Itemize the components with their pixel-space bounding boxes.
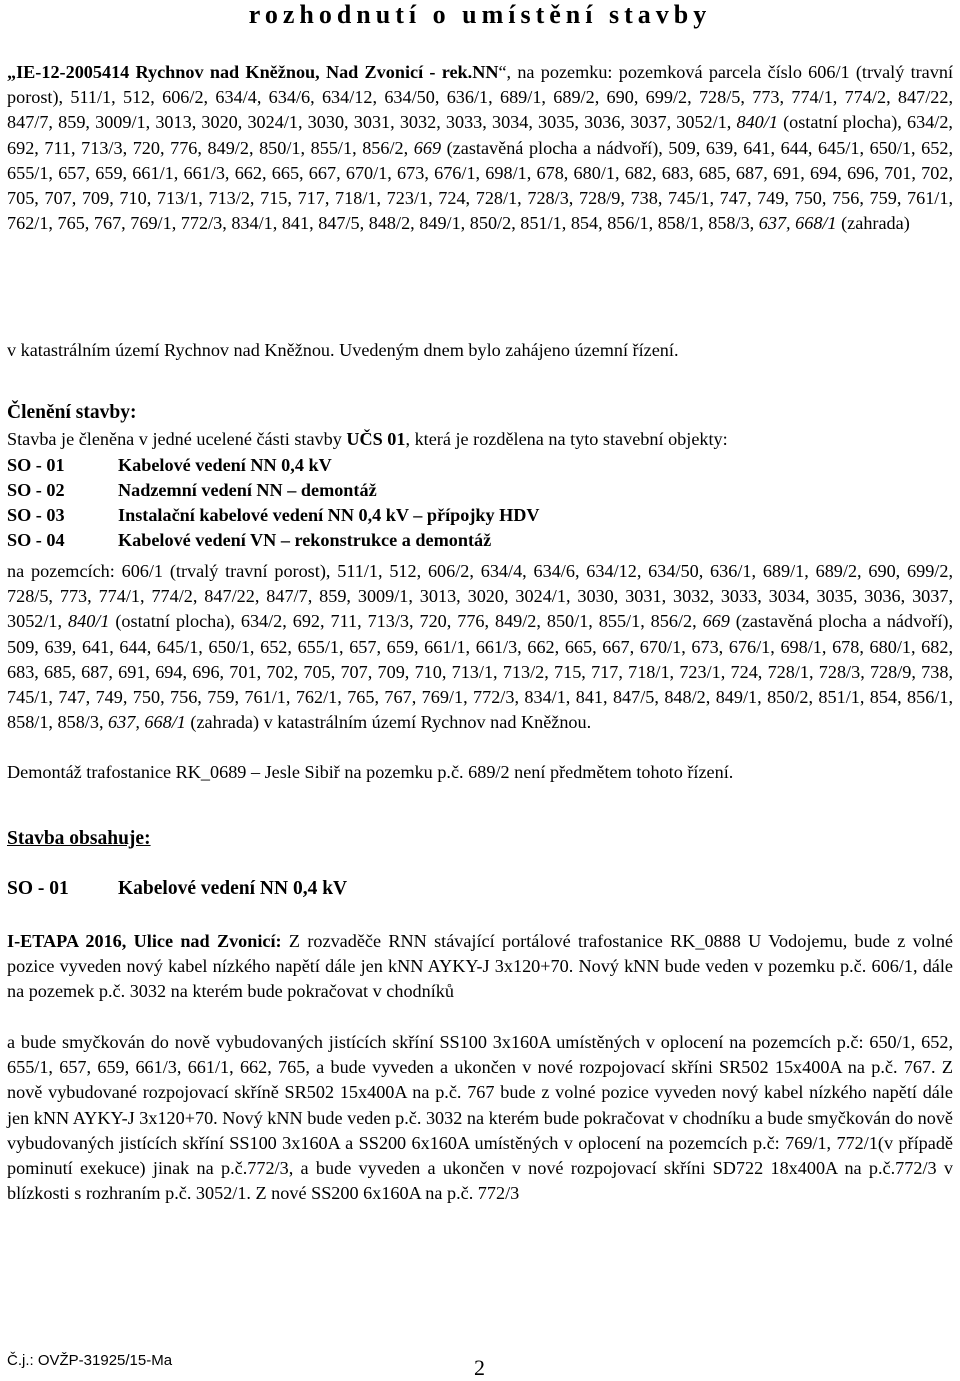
so-name: Kabelové vedení NN 0,4 kV — [118, 878, 348, 899]
so-code: SO - 04 — [7, 530, 65, 550]
pozemky-italic-3: 637, 668/1 — [108, 712, 186, 733]
intro-text-4: (zahrada) — [836, 213, 910, 234]
so-name: Instalační kabelové vedení NN 0,4 kV – přípojky HDV — [118, 505, 540, 525]
reference-number: Č.j.: OVŽP-31925/15-Ma — [7, 1352, 173, 1369]
page-number: 2 — [474, 1355, 485, 1380]
so-name: Nadzemní vedení NN – demontáž — [118, 480, 377, 500]
intro-text-3: (zastavěná plocha a nádvoří), 509, 639, 641, 644, 645/1, 650/1, 652, 655/1, 657, 659, 661/1, 661/3, 662, 665, 667, 670/1, 673, 676/1, 698/1, 678, 680/1, 682, 683, 685, 687, 691, 694, 696, 701, 702, 705, 707, 709, 710, 713/1, 713/2, 715, 717, 718/1, 723/1, 724, 728/1, 728/3, 728/9, 738, 745/1, 747, 749, 750, 756, 759, 761/1, 762/1, 765, 767, 769/1, 772/3, 834/1, 841, 847/5, 848/2, 849/1, 850/2, 851/1, 854, 856/1, 858/1, 858/3, — [7, 137, 953, 234]
so-code: SO - 03 — [7, 505, 65, 525]
intro-italic-1: 840/1 — [736, 112, 778, 133]
pozemky-italic-2: 669 — [702, 611, 730, 632]
so-row — [7, 453, 947, 478]
intro-italic-3: 637, 668/1 — [758, 213, 837, 234]
intro-text-1: “, na pozemku: pozemková parcela číslo 606/1 (trvalý travní porost), 511/1, 512, 606/2, 634/4, 634/6, 634/12, 634/50, 636/1, 689/1, 689/2, 690, 699/2, 728/5, 773, 774/1, 774/2, 847/22, 847/7, 859, 3009/1, 3013, 3020, 3024/1, 3030, 3031, 3032, 3033, 3034, 3035, 3036, 3037, 3052/1, — [7, 62, 953, 133]
so-01-heading — [7, 876, 947, 901]
so-code: SO - 02 — [7, 480, 65, 500]
so-name: Kabelové vedení VN – rekonstrukce a demontáž — [118, 530, 492, 550]
pozemky-italic-1: 840/1 — [68, 611, 110, 632]
intro-last-line: v katastrálním území Rychnov nad Kněžnou. Uvedeným dnem bylo zahájeno územní řízení. — [7, 340, 679, 360]
cleneni-lead-a: Stavba je členěna v jedné ucelené části stavby — [7, 429, 347, 449]
cleneni-lead-c: , která je rozdělena na tyto stavební objekty: — [405, 429, 728, 449]
pozemky-paragraph — [7, 559, 953, 735]
project-name: „IE-12-2005414 Rychnov nad Kněžnou, Nad Zvonicí - rek.NN — [7, 62, 499, 82]
cleneni-heading: Členění stavby: — [7, 402, 137, 423]
so-row — [7, 503, 947, 528]
intro-italic-2: 669 — [413, 137, 442, 158]
so-row — [7, 528, 947, 553]
pozemky-text-1: na pozemcích: 606/1 (trvalý travní porost), 511/1, 512, 606/2, 634/4, 634/6, 634/12, 634/50, 636/1, 689/1, 689/2, 690, 699/2, 728/5, 773, 774/1, 774/2, 847/22, 847/7, 859, 3009/1, 3013, 3020, 3024/1, 3030, 3031, 3032, 3033, 3034, 3035, 3036, 3037, 3052/1, — [7, 561, 953, 632]
demontaz-note: Demontáž trafostanice RK_0689 – Jesle Sibiř na pozemku p.č. 689/2 není předmětem tohoto řízení. — [7, 762, 734, 782]
etapa-paragraph — [7, 929, 953, 1005]
so-code: SO - 01 — [7, 878, 69, 899]
etapa-label: I-ETAPA 2016, — [7, 931, 127, 951]
pozemky-text-4: (zahrada) v katastrálním území Rychnov nad Kněžnou. — [185, 712, 592, 733]
page-title: rozhodnutí o umístění stavby — [248, 0, 712, 29]
pozemky-text-3: (zastavěná plocha a nádvoří), 509, 639, 641, 644, 645/1, 650/1, 652, 655/1, 657, 659, 661/1, 661/3, 662, 665, 667, 670/1, 673, 676/1, 698/1, 678, 680/1, 682, 683, 685, 687, 691, 694, 696, 701, 702, 705, 707, 709, 710, 713/1, 713/2, 715, 717, 718/1, 723/1, 724, 728/1, 728/3, 728/9, 738, 745/1, 747, 749, 750, 756, 759, 761/1, 762/1, 765, 767, 769/1, 772/3, 834/1, 841, 847/5, 848/2, 849/1, 850/2, 851/1, 854, 856/1, 858/1, 858/3, — [7, 611, 954, 733]
etapa-paragraph-2: a bude smyčkován do nově vybudovaných jistících skříní SS100 3x160A umístěných v oplocení na pozemcích p.č: 650/1, 652, 655/1, 657, 659, 661/3, 661/1, 662, 765, a bude vyveden a ukončen v nové rozpojovací skříni SR502 15x400A na p.č. 767. Z nově vybudované rozpojovací skříně SR502 15x400A na p.č. 767 bude z volné pozice vyveden nový kabel nízkého napětí dále jen kNN AYKY-J 3x120+70. Nový kNN bude veden p.č. 3032 na kterém bude pokračovat v chodníku a bude smyčkován do nově vybudovaných jistících skříní SS100 3x160A a SS200 6x160A umístěných v oplocení na pozemcích p.č: 769/1, 772/1(v případě pominutí exekuce) jinak na p.č.772/3, a bude vyveden a ukončen v nové rozpojovací skříni SD722 18x400A na p.č.772/3 v blízkosti s rozhraním p.č. 3052/1. Z nové SS200 6x160A na p.č. 772/3 — [7, 1032, 953, 1204]
cleneni-lead — [7, 427, 953, 452]
intro-paragraph — [7, 60, 953, 236]
so-name: Kabelové vedení NN 0,4 kV — [118, 455, 332, 475]
ulice-label: Ulice nad Zvonicí: — [133, 931, 282, 951]
etapa-body-1: Z rozvaděče RNN stávající portálové trafostanice RK_0888 U Vodojemu, bude z volné pozice vyveden nový kabel nízkého napětí dále jen kNN AYKY-J 3x120+70. Nový kNN bude veden v pozemku p.č. 606/1, dále na pozemek p.č. 3032 na kterém bude pokračovat v chodníků — [7, 931, 953, 1002]
intro-text-2: (ostatní plocha), 634/2, 692, 711, 713/3, 720, 776, 849/2, 850/1, 855/1, 856/2, — [7, 112, 953, 158]
obsahuje-heading: Stavba obsahuje: — [7, 828, 151, 849]
so-code: SO - 01 — [7, 455, 65, 475]
so-row — [7, 478, 947, 503]
pozemky-text-2: (ostatní plocha), 634/2, 692, 711, 713/3, 720, 776, 849/2, 850/1, 855/1, 856/2, — [109, 611, 703, 632]
ucs-label: UČS 01 — [346, 429, 406, 449]
